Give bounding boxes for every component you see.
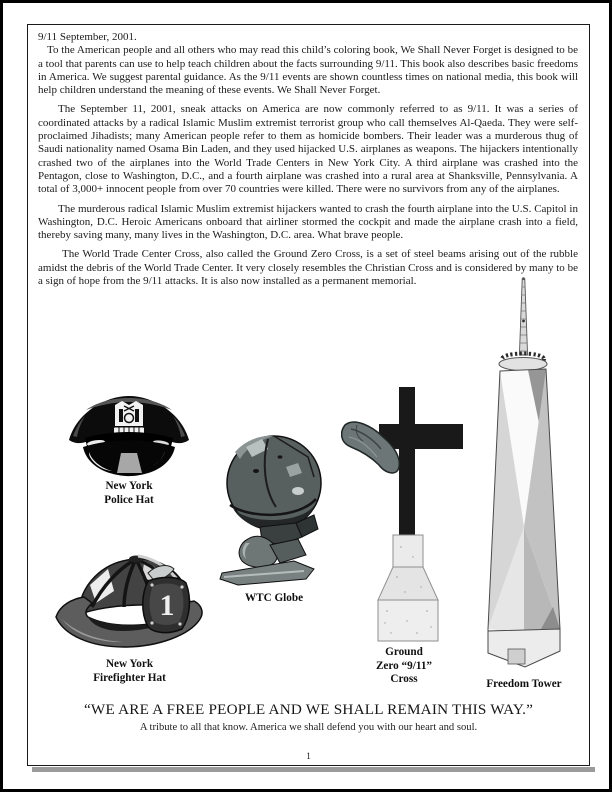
footer <box>28 701 589 733</box>
body-text <box>38 31 578 288</box>
caption-line: Zero “9/11” <box>375 659 433 672</box>
ground-zero-cross-icon <box>341 387 467 643</box>
paragraph-flight93: The murderous radical Islamic Muslim extremist hijackers wanted to crash the fourth airplane into the U.S. Capitol in Washington, D.C. Heroic Americans onboard that airliner stormed the cockpit and made the airplane crash into a field, thereby saving many, many lives in the Washington, D.C. area. What brave people. <box>38 202 578 242</box>
figure-firefighter-hat <box>52 551 207 685</box>
caption-line: Freedom Tower <box>486 678 562 690</box>
caption-line: WTC Globe <box>244 592 304 604</box>
freedom-tower-caption <box>483 678 565 692</box>
figure-ground-zero-cross <box>341 387 467 687</box>
page-sheet <box>27 24 590 766</box>
wtc-globe-caption <box>210 592 338 606</box>
police-hat-icon <box>66 389 192 477</box>
caption-line: Ground <box>385 646 423 658</box>
police-hat-caption <box>66 480 192 507</box>
caption-line: New York <box>105 658 154 670</box>
shield-number: 1 <box>159 589 175 622</box>
caption-line: Cross <box>390 673 418 685</box>
ground-zero-cross-caption <box>341 646 467 687</box>
freedom-tower-icon <box>483 277 565 671</box>
page-number: 1 <box>306 752 311 762</box>
footer-quote: “WE ARE A FREE PEOPLE AND WE SHALL REMAIN THIS WAY.” <box>83 701 534 718</box>
figure-freedom-tower <box>483 277 565 692</box>
wtc-globe-icon <box>210 427 338 589</box>
caption-line: New York <box>105 480 153 492</box>
paragraph-intro: To the American people and all others who may read this child’s coloring book, We Shall Never Forget is designed to be a tool that parents can use to help teach children about the facts surrounding 9/11. This book also describes basic freedoms in America. We suggest parental guidance. As the 9/11 events are shown countless times on national media, this book will help children understand the meaning of these events. We Shall Never Forget. <box>38 44 578 97</box>
firefighter-hat-icon <box>52 551 207 655</box>
firefighter-hat-caption <box>52 658 207 685</box>
caption-line: Police Hat <box>104 493 154 506</box>
paragraph-attacks: The September 11, 2001, sneak attacks on America are now commonly referred to as 9/11. It was a series of coordinated attacks by a radical Islamic Muslim extremist terrorist group who call themselves Al-Qaeda. They were self-proclaimed Jihadists; many American people refer to them as homicide bombers. Their leader was a murderous thug of Saudi nationality named Osama Bin Laden, and they used hijacked U.S. airplanes as weapons. The hijackers intentionally crashed two of the airplanes into the World Trade Centers in New York City. A third airplane was crashed into the Pentagon, close to Washington, D.C., and a fourth airplane was crashed into a rural area at Shanksville, Pennsylvania. A total of 3,000+ innocent people from over 70 countries were killed. There were no survivors from any of the airplanes. <box>38 103 578 196</box>
date-heading <box>38 31 578 44</box>
figure-police-hat <box>66 389 192 507</box>
figure-wtc-globe <box>210 427 338 606</box>
caption-line: Firefighter Hat <box>93 671 166 684</box>
footer-tribute: A tribute to all that know. America we shall defend you with our heart and soul. <box>139 722 478 733</box>
paragraph-wtc-cross: The World Trade Center Cross, also called the Ground Zero Cross, is a set of steel beams arising out of the rubble amidst the debris of the World Trade Center. It very closely resembles the Christian Cross and is considered by many to be a sign of hope from the 9/11 attacks. It is also now installed as a permanent memorial. <box>38 248 578 288</box>
date-heading-text: 9/11 September, 2001. <box>38 31 137 43</box>
